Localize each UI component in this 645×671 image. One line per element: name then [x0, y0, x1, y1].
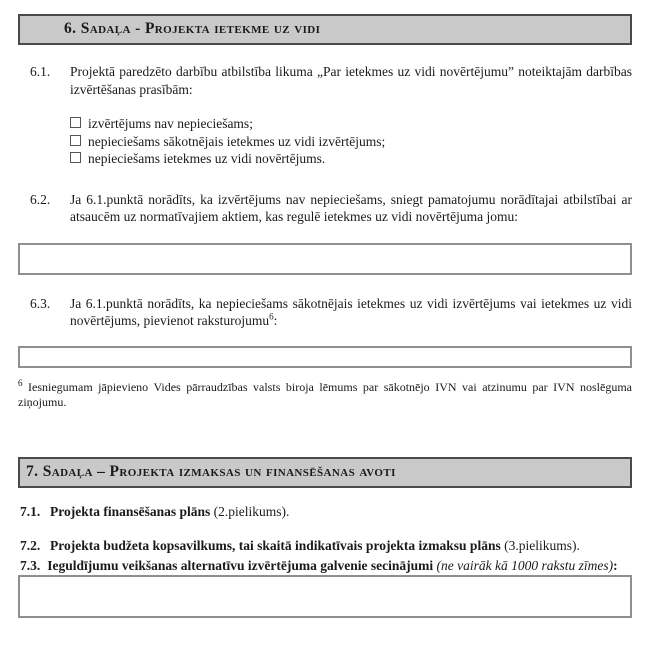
item-6-2-text: Ja 6.1.punktā norādīts, ka izvērtējums nav nepieciešams, sniegt pamatojumu norādītajai atbilstībai ar atsaucēm uz normatīvajiem aktiem, kas regulē ietekmes uz vidi novērtējuma jomu: — [70, 191, 632, 224]
item-6-2 — [30, 191, 632, 226]
item-7-3-note: (ne vairāk kā 1000 rakstu zīmes) — [433, 557, 614, 573]
checkbox-label: izvērtējums nav nepieciešams; — [88, 116, 253, 131]
checkbox-option-3[interactable] — [70, 150, 632, 168]
checkbox-icon[interactable] — [70, 152, 81, 163]
footnote-text: Iesniegumam jāpievieno Vides pārraudzības valsts biroja lēmums par sākotnējo IVN vai atzinumu par IVN noslēguma ziņojumu. — [18, 379, 633, 409]
item-6-1 — [30, 63, 632, 98]
checkbox-label: nepieciešams ietekmes uz vidi novērtējums. — [88, 151, 326, 166]
item-7-2-number: 7.2. — [20, 538, 41, 553]
text-input-6-2[interactable] — [18, 243, 632, 275]
item-7-2 — [20, 537, 632, 555]
item-7-3-number: 7.3. — [20, 557, 41, 573]
item-7-1 — [20, 503, 632, 521]
section-7-header: 7. Sadaļa – Projekta izmaksas un finansēšanas avoti — [18, 457, 632, 488]
item-7-1-text — [50, 503, 632, 521]
item-6-3-number: 6.3. — [30, 295, 51, 311]
item-6-3 — [30, 295, 632, 330]
item-7-3-title: Ieguldījumu veikšanas alternatīvu izvērtējuma galvenie secinājumi — [47, 557, 434, 573]
item-6-3-text-main: Ja 6.1.punktā norādīts, ka nepieciešams sākotnējais ietekmes uz vidi izvērtējums vai ietekmes uz vidi novērtējums, pievienot raksturojumu — [70, 295, 632, 328]
item-6-2-number: 6.2. — [30, 191, 51, 207]
checkbox-icon[interactable] — [70, 117, 81, 128]
item-7-2-text — [50, 537, 632, 555]
item-7-1-number: 7.1. — [20, 503, 41, 519]
item-7-1-rest: (2.pielikums). — [210, 503, 290, 519]
checkbox-icon[interactable] — [70, 135, 81, 146]
text-input-7-3[interactable] — [18, 575, 632, 618]
checkbox-group-6-1 — [70, 115, 632, 168]
footnote-6 — [18, 377, 633, 411]
footnote-marker: 6 — [18, 377, 23, 388]
section-6-header: 6. Sadaļa - Projekta ietekme uz vidi — [18, 14, 632, 45]
checkbox-option-1[interactable] — [70, 115, 632, 133]
item-7-1-title: Projekta finansēšanas plāns — [50, 503, 211, 519]
item-6-1-text: Projektā paredzēto darbību atbilstība likuma „Par ietekmes uz vidi novērtējumu” noteiktajām darbības izvērtēšanas prasībām: — [70, 64, 632, 97]
item-6-3-text — [70, 295, 632, 330]
checkbox-option-2[interactable] — [70, 133, 632, 151]
item-6-1-number: 6.1. — [30, 64, 51, 79]
item-7-2-title: Projekta budžeta kopsavilkums, tai skaitā indikatīvais projekta izmaksu plāns — [50, 538, 501, 553]
item-7-3 — [20, 557, 632, 575]
text-input-6-3[interactable] — [18, 346, 632, 368]
checkbox-label: nepieciešams sākotnējais ietekmes uz vidi izvērtējums; — [88, 133, 386, 149]
item-7-2-rest: (3.pielikums). — [500, 538, 580, 553]
item-7-3-colon: : — [613, 557, 618, 573]
item-6-3-colon: : — [273, 313, 278, 328]
footnote-reference: 6 — [269, 311, 274, 322]
